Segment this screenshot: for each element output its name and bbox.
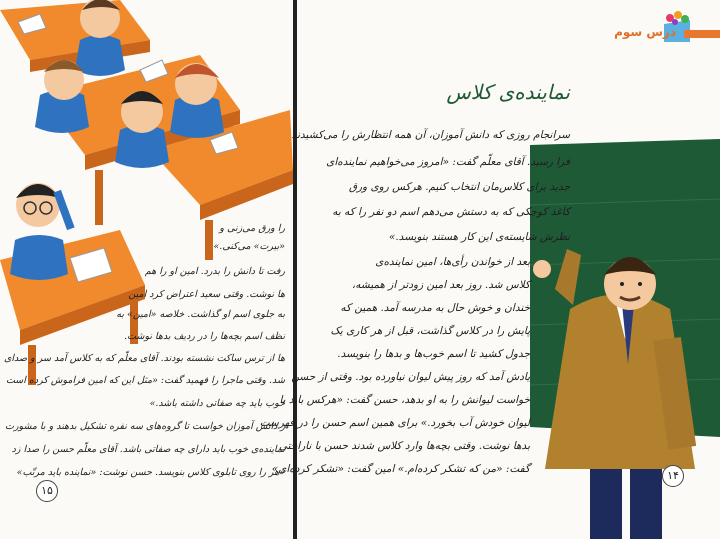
paragraph-line: «بیرت» می‌کنی.» [213, 241, 285, 252]
paragraph-line: نظف اسم بچه‌ها را در ردیف بدها نوشت. [124, 331, 285, 342]
left-page [0, 0, 293, 539]
paragraph-line: نظرش شایسته‌ی این کار هستند بنویسد.» [388, 231, 570, 243]
paragraph-line: لیوان خودش آب بخورد.» برای همین اسم حسن را در فهرست [259, 417, 530, 429]
lesson-title: نماینده‌ی کلاس [446, 80, 570, 104]
paragraph-line: خندان و خوش حال به مدرسه آمد. همین که [340, 302, 530, 314]
page-number: ۱۴ [662, 465, 684, 487]
paragraph-line: جدید برای کلاس‌مان انتخاب کنیم. هرکس روی ورق [348, 181, 570, 193]
lesson-marker-bar [684, 30, 720, 38]
paragraph-line: شد. وقتی ماجرا را فهمید گفت: «مثل این که امین فراموش کرده است [5, 375, 285, 386]
paragraph-line: سرانجام روزی که دانش آموزان، آن همه انتظارش را می‌کشیدند [291, 129, 570, 141]
paragraph-line: «هر را روی تابلوی کلاس بنویسد. حسن نوشت: «نماینده باید مرتّب» [16, 467, 285, 478]
paragraph-line: گفت: «من که تشکر کرده‌ام.» امین گفت: «تشکر کرده‌ای» [271, 463, 530, 475]
paragraph-line: خواست لیوانش را به او بدهد، حسن گفت: «هرکس باید با [279, 394, 530, 406]
lesson-label: درس سوم [614, 25, 676, 39]
student-redhair [170, 63, 224, 138]
paragraph-line: به جلوی اسم او گذاشت. خلاصه «امین» به [116, 309, 285, 320]
desk-back [0, 0, 150, 72]
paragraph-line: ها نوشت. وقتی سعید اعتراض کرد امین [128, 289, 285, 300]
paragraph-line: فرا رسید. آقای معلّم گفت: «امروز می‌خواهیم نماینده‌ای [326, 156, 570, 168]
paragraph-line: پایش را در کلاس گذاشت، قبل از هر کاری یک [330, 325, 530, 337]
paragraph-line: جدول کشید تا اسم خوب‌ها و بدها را بنویسد. [337, 348, 530, 360]
paragraph-line: یادش آمد که روز پیش لیوان نیاورده بود. وقتی از حسن [291, 371, 530, 383]
paragraph-line: بعد از خواندن رأی‌ها، امین نماینده‌ی [375, 256, 530, 268]
paragraph-line: ز دانش آموزان خواست تا گروه‌های سه نفره تشکیل بدهند و با مشورت [5, 421, 285, 432]
chalkboard-teacher-illustration [530, 139, 720, 539]
right-page [259, 0, 720, 539]
page-number: ۱۵ [36, 480, 58, 502]
paragraph-line: کاغذ کوچکی که به دستش می‌دهم اسم دو نفر را که به [332, 206, 570, 218]
paragraph-line: کلاس شد. روز بعد امین زودتر از همیشه، [351, 279, 530, 291]
student-boy [115, 91, 169, 168]
paragraph-line: بدها نوشت. وقتی بچه‌ها وارد کلاس شدند حسن با ناراحتی [278, 440, 530, 452]
paragraph-line: خوب باید چه صفاتی داشته باشد.» [149, 398, 285, 409]
paragraph-line: رفت تا دانش را بدرد. امین او را هم [144, 266, 285, 277]
student-writing [35, 60, 89, 133]
paragraph-line: ها از ترس ساکت نشسته بودند. آقای معلّم که به کلاس آمد سر و صدای [3, 353, 285, 364]
paragraph-line: نماینده‌ی خوب باید دارای چه صفاتی باشد. آقای معلّم حسن را صدا زد [11, 444, 285, 455]
paragraph-line: را ورق می‌زنی و [219, 223, 285, 234]
